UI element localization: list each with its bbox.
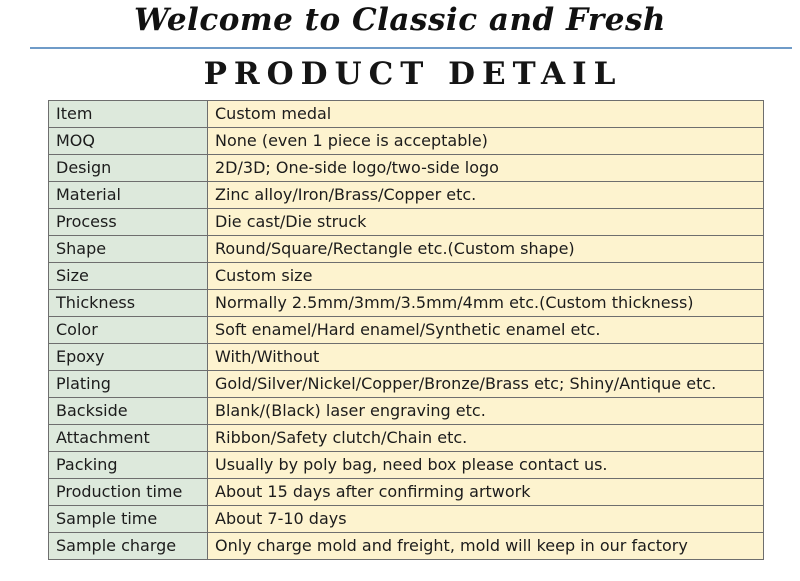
row-value: Only charge mold and freight, mold will keep in our factory (208, 533, 764, 560)
row-value: None (even 1 piece is acceptable) (208, 128, 764, 155)
header-divider (30, 47, 792, 49)
row-label: Process (49, 209, 208, 236)
table-row (49, 506, 764, 533)
row-label: Design (49, 155, 208, 182)
product-detail-table (48, 100, 764, 560)
row-label: Color (49, 317, 208, 344)
table-row (49, 263, 764, 290)
row-value: Normally 2.5mm/3mm/3.5mm/4mm etc.(Custom thickness) (208, 290, 764, 317)
table-row (49, 182, 764, 209)
page-title: PRODUCT DETAIL (203, 56, 623, 92)
row-label: Thickness (49, 290, 208, 317)
table-row (49, 290, 764, 317)
row-value: Gold/Silver/Nickel/Copper/Bronze/Brass etc; Shiny/Antique etc. (208, 371, 764, 398)
row-value: 2D/3D; One-side logo/two-side logo (208, 155, 764, 182)
table-row (49, 344, 764, 371)
table-row (49, 317, 764, 344)
row-label: Epoxy (49, 344, 208, 371)
row-value: Zinc alloy/Iron/Brass/Copper etc. (208, 182, 764, 209)
row-label: Production time (49, 479, 208, 506)
row-value: Custom size (208, 263, 764, 290)
table-row (49, 101, 764, 128)
row-value: About 15 days after confirming artwork (208, 479, 764, 506)
row-value: With/Without (208, 344, 764, 371)
row-label: Size (49, 263, 208, 290)
table-row (49, 425, 764, 452)
table-row (49, 128, 764, 155)
row-value: Blank/(Black) laser engraving etc. (208, 398, 764, 425)
table-row (49, 533, 764, 560)
row-label: Plating (49, 371, 208, 398)
row-value: Soft enamel/Hard enamel/Synthetic enamel etc. (208, 317, 764, 344)
row-label: Attachment (49, 425, 208, 452)
welcome-heading: Welcome to Classic and Fresh (134, 2, 666, 38)
table-row (49, 398, 764, 425)
row-value: Die cast/Die struck (208, 209, 764, 236)
table-row (49, 479, 764, 506)
table-row (49, 371, 764, 398)
row-value: About 7-10 days (208, 506, 764, 533)
row-value: Custom medal (208, 101, 764, 128)
row-value: Round/Square/Rectangle etc.(Custom shape) (208, 236, 764, 263)
row-value: Usually by poly bag, need box please contact us. (208, 452, 764, 479)
row-label: Sample charge (49, 533, 208, 560)
row-label: Backside (49, 398, 208, 425)
row-label: Item (49, 101, 208, 128)
table-row (49, 155, 764, 182)
row-value: Ribbon/Safety clutch/Chain etc. (208, 425, 764, 452)
row-label: Sample time (49, 506, 208, 533)
row-label: Packing (49, 452, 208, 479)
row-label: MOQ (49, 128, 208, 155)
row-label: Material (49, 182, 208, 209)
table-row (49, 236, 764, 263)
table-row (49, 209, 764, 236)
row-label: Shape (49, 236, 208, 263)
table-row (49, 452, 764, 479)
